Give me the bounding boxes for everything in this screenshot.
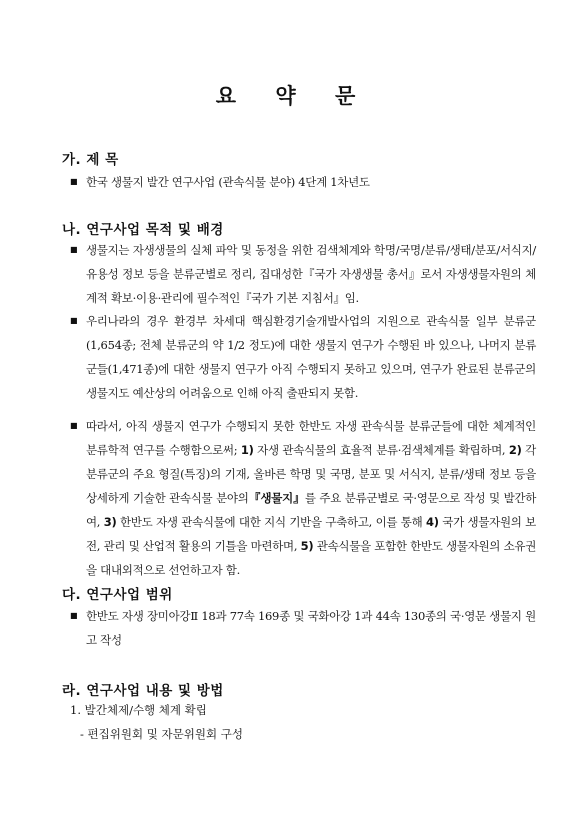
list-item: 1. 발간체제/수행 체계 확립: [70, 703, 207, 717]
list-subitem: - 편집위원회 및 자문위원회 구성: [80, 727, 243, 741]
bullet-icon: ■: [70, 421, 78, 430]
bullet-text: 한반도 자생 장미아강Ⅱ 18과 77속 169종 및 국화아강 1과 44속 130종의 국·영문 생물지 원고 작성: [86, 609, 536, 647]
bullet-icon: ■: [70, 316, 78, 325]
bullet-item: [70, 238, 536, 310]
bullet-text: 따라서, 아직 생물지 연구가 수행되지 못한 한반도 자생 관속식물 분류군들에 대한 체계적인 분류학적 연구를 수행함으로써; 1) 자생 관속식물의 효율적 분류·검색체계를 확립하며, 2) 각 분류군의 주요 형질(특징)의 기재, 올바른 학명 및 국명, 분포 및 서식지, 분류/생태 정보 등을 상세하게 기술한 관속식물 분야의『생물지』를 주요 분류군별로 국·영문으로 작성 및 발간하여, 3) 한반도 자생 관속식물에 대한 지식 기반을 구축하고, 이를 통해 4) 국가 생물자원의 보전, 관리 및 산업적 활용의 기틀을 마련하며, 5) 관속식물을 포함한 한반도 생물자원의 소유권을 대내외적으로 선언하고자 함.: [86, 419, 536, 577]
page-title: 요 약 문: [215, 84, 372, 108]
bullet-item: [70, 309, 536, 405]
bullet-item: [70, 604, 536, 652]
bullet-item: [70, 414, 536, 582]
bullet-icon: ■: [70, 177, 78, 186]
bullet-icon: ■: [70, 245, 78, 254]
section-heading-title: 가. 제 목: [62, 152, 119, 168]
bullet-item: [70, 170, 536, 194]
section-heading-scope: 다. 연구사업 범위: [62, 587, 173, 603]
bullet-text: 우리나라의 경우 환경부 차세대 핵심환경기술개발사업의 지원으로 관속식물 일부 분류군(1,654종; 전체 분류군의 약 1/2 정도)에 대한 생물지 연구가 수행된 바 있으나, 나머지 분류군들(1,471종)에 대한 생물지 연구가 아직 수행되지 못하고 있으며, 연구가 완료된 분류군의 생물지도 예산상의 어려움으로 인해 아직 출판되지 못함.: [86, 314, 536, 400]
bullet-text: 한국 생물지 발간 연구사업 (관속식물 분야) 4단계 1차년도: [86, 175, 370, 189]
section-heading-purpose: 나. 연구사업 목적 및 배경: [62, 222, 224, 238]
section-heading-methods: 라. 연구사업 내용 및 방법: [62, 683, 224, 699]
bullet-icon: ■: [70, 611, 78, 620]
bullet-text: 생물지는 자생생물의 실체 파악 및 동정을 위한 검색체계와 학명/국명/분류/생태/분포/서식지/유용성 정보 등을 분류군별로 정리, 집대성한『국가 자생생물 총서』로서 자생생물자원의 체계적 확보·이용·관리에 필수적인『국가 기본 지침서』임.: [86, 243, 536, 305]
